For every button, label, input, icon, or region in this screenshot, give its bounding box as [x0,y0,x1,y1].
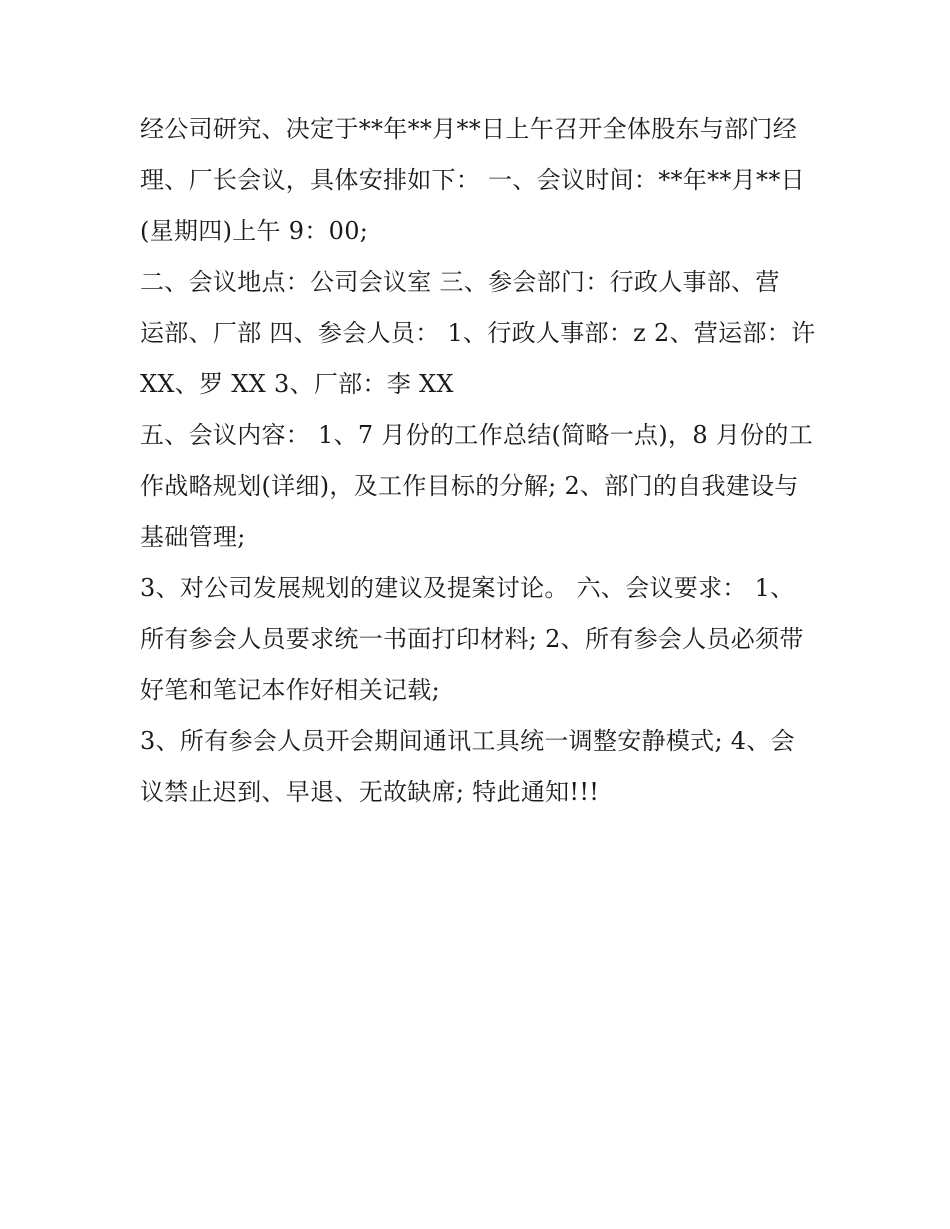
text-line: 3、对公司发展规划的建议及提案讨论。 六、会议要求： 1、 [140,574,795,602]
text-line: XX、罗 XX 3、厂部：李 XX [140,370,454,398]
text-line: 基础管理; [140,523,246,551]
text-line: 二、会议地点：公司会议室 三、参会部门：行政人事部、营 [140,268,780,296]
text-line: 所有参会人员要求统一书面打印材料; 2、所有参会人员必须带 [140,625,804,653]
text-line: 议禁止迟到、早退、无故缺席; 特此通知!!! [140,778,600,806]
text-line: 五、会议内容： 1、7 月份的工作总结(简略一点)，8 月份的工 [140,421,814,449]
text-line: 经公司研究、决定于**年**月**日上午召开全体股东与部门经 [140,115,797,143]
text-line: 好笔和笔记本作好相关记载; [140,676,440,704]
text-line: 运部、厂部 四、参会人员： 1、行政人事部：z 2、营运部：许 [140,319,816,347]
text-line: (星期四)上午 9：00; [140,217,369,245]
document-body [140,104,820,818]
text-line: 作战略规划(详细)，及工作目标的分解; 2、部门的自我建设与 [140,472,799,500]
text-line: 理、厂长会议，具体安排如下： 一、会议时间：**年**月**日 [140,166,805,194]
text-line: 3、所有参会人员开会期间通讯工具统一调整安静模式; 4、会 [140,727,795,755]
